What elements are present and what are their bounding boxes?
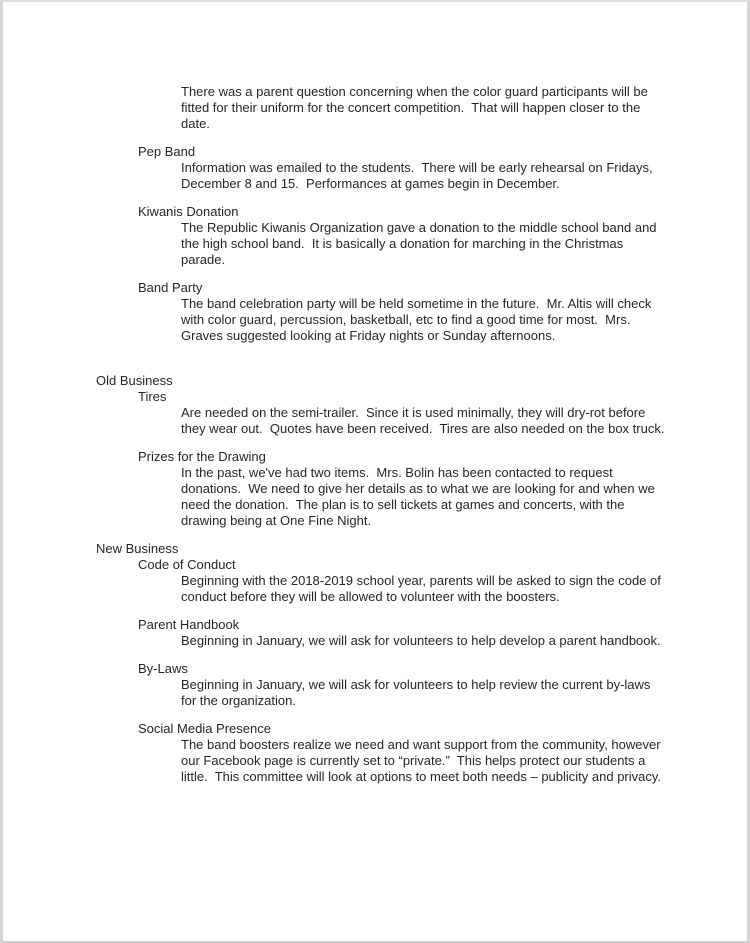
- section-heading: Parent Handbook: [138, 617, 240, 632]
- section-heading: Social Media Presence: [138, 721, 271, 736]
- section-heading: Tires: [138, 389, 167, 404]
- section-kiwanis-donation: [96, 204, 670, 268]
- section-body: Beginning with the 2018-2019 school year, parents will be asked to sign the code of conduct before they will be allowed to volunteer with the boosters.: [181, 573, 665, 604]
- section-band-party: [96, 280, 670, 344]
- section-heading: Pep Band: [138, 144, 196, 159]
- section-body: The band boosters realize we need and want support from the community, however our Facebook page is currently set to “private.” This helps protect our students a little. This committee will look at options to meet both needs – publicity and privacy.: [181, 737, 665, 784]
- section-body: Information was emailed to the students. There will be early rehearsal on Fridays, December 8 and 15. Performances at games begin in December.: [181, 160, 657, 191]
- section-heading: Kiwanis Donation: [138, 204, 239, 219]
- section-code-of-conduct: [96, 557, 670, 605]
- meeting-minutes-document: [96, 84, 670, 785]
- section-tires: [96, 389, 670, 437]
- section-heading: Code of Conduct: [138, 557, 236, 572]
- section-heading: Prizes for the Drawing: [138, 449, 266, 464]
- section-heading: Band Party: [138, 280, 203, 295]
- heading-old-business: Old Business: [96, 373, 173, 388]
- section-body: Beginning in January, we will ask for volunteers to help develop a parent handbook.: [181, 633, 661, 648]
- section-body: In the past, we've had two items. Mrs. Bolin has been contacted to request donations. We need to give her details as to what we are looking for and when we need the donation. The plan is to sell tickets at games and concerts, with the drawing being at One Fine Night.: [181, 465, 659, 528]
- section-parent-handbook: [96, 617, 670, 649]
- section-by-laws: [96, 661, 670, 709]
- paragraph-color-guard-question: There was a parent question concerning when the color guard participants will be fitted for their uniform for the concert competition. That will happen closer to the date.: [181, 84, 652, 131]
- heading-new-business: New Business: [96, 541, 179, 556]
- section-prizes-for-the-drawing: [96, 449, 670, 529]
- section-body: Are needed on the semi-trailer. Since it is used minimally, they will dry-rot before they wear out. Quotes have been received. Tires are also needed on the box truck.: [181, 405, 665, 436]
- section-social-media-presence: [96, 721, 670, 785]
- section-body: The band celebration party will be held sometime in the future. Mr. Altis will check with color guard, percussion, basketball, etc to find a good time for most. Mrs. Graves suggested looking at Friday nights or Sunday afternoons.: [181, 296, 656, 343]
- section-body: The Republic Kiwanis Organization gave a donation to the middle school band and the high school band. It is basically a donation for marching in the Christmas parade.: [181, 220, 661, 267]
- section-heading: By-Laws: [138, 661, 188, 676]
- section-body: Beginning in January, we will ask for volunteers to help review the current by-laws for the organization.: [181, 677, 655, 708]
- section-pep-band: [96, 144, 670, 192]
